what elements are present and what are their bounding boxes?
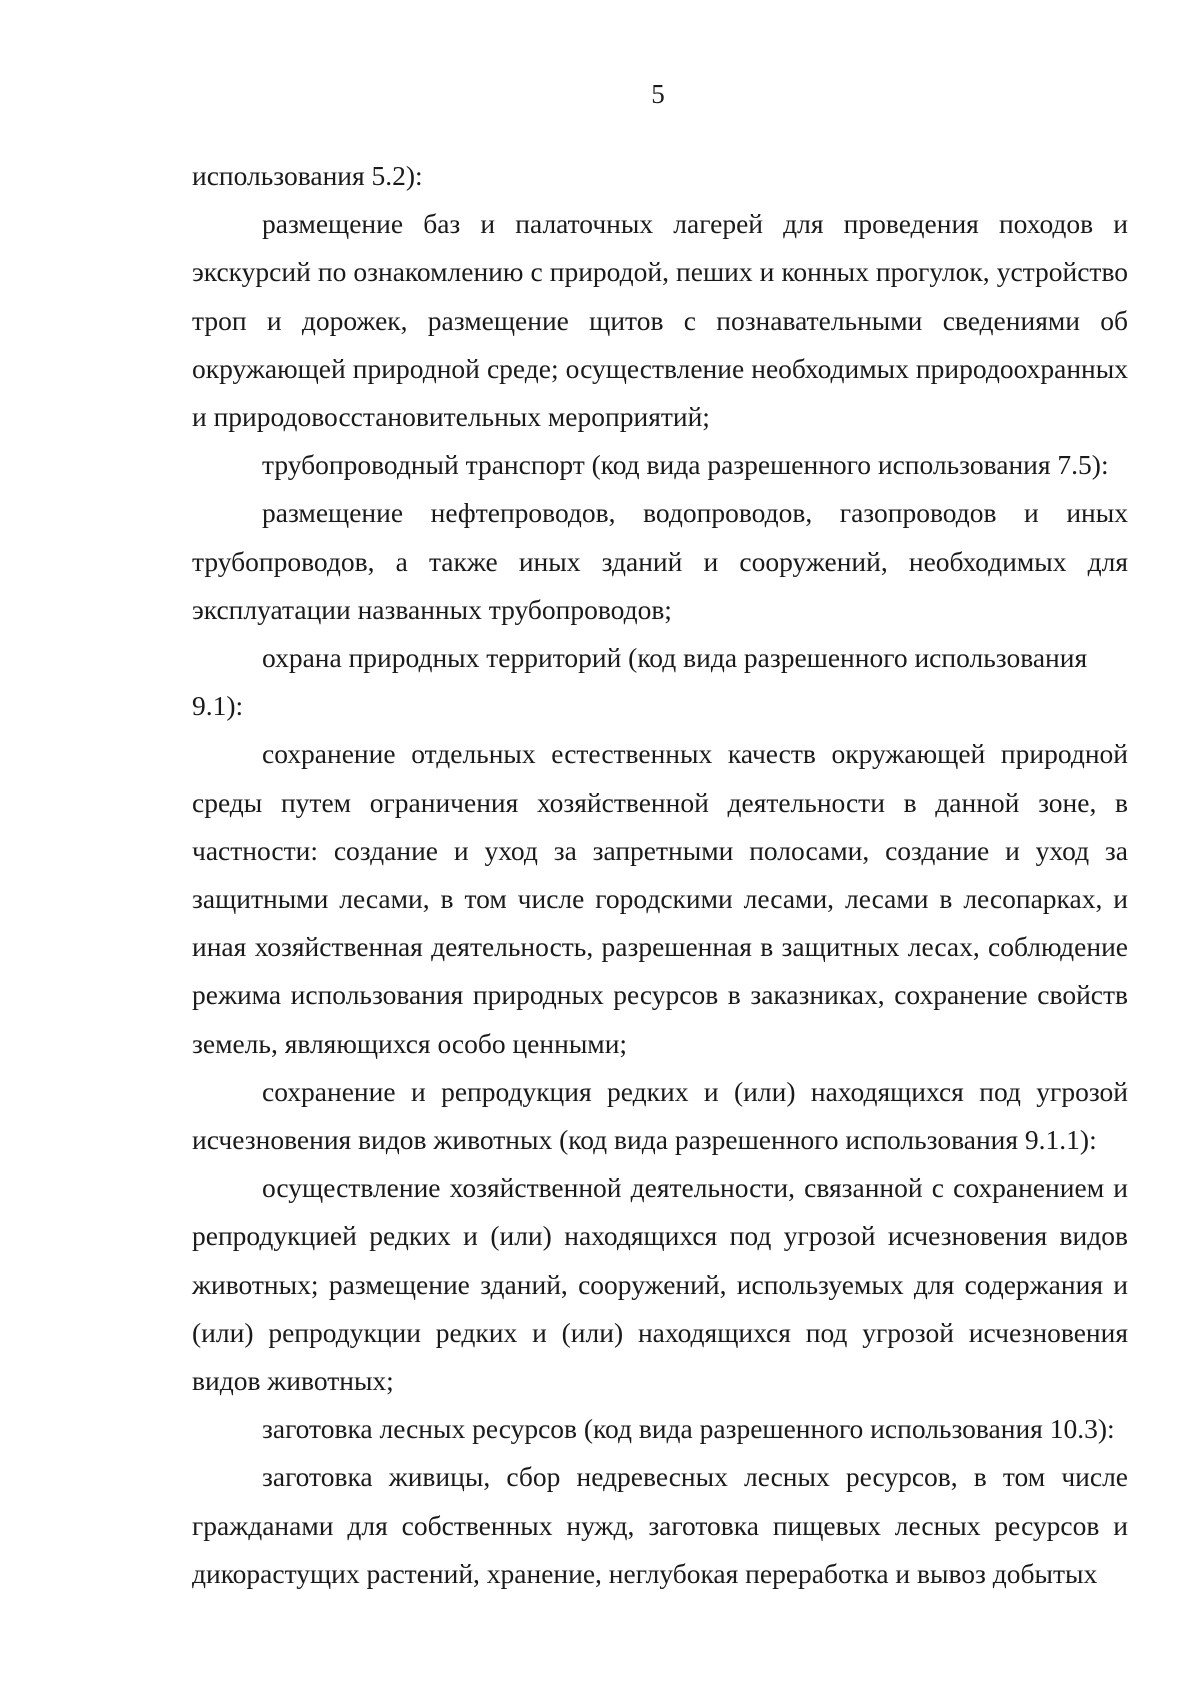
paragraph-nature-protection-description: сохранение отдельных естественных качеств окружающей природной среды путем ограничения хозяйственной деятельности в данной зоне, в частности: создание и уход за запретными полосами, создание и уход за защитными лесами, в том числе городскими лесами, лесами в лесопарках, и иная хозяйственная деятельность, разрешенная в защитных лесах, соблюдение режима использования природных ресурсов в заказниках, сохранение свойств земель, являющихся особо ценными; — [192, 738, 1128, 1059]
paragraph-continuation: использования 5.2): — [192, 160, 423, 191]
paragraph-pipeline-transport-heading: трубопроводный транспорт (код вида разрешенного использования 7.5): — [262, 449, 1109, 481]
page-number: 5 — [651, 79, 665, 109]
paragraph-species-conservation-description: осуществление хозяйственной деятельности, связанной с сохранением и репродукцией редких и (или) находящихся под угрозой исчезновения видов животных; размещение зданий, сооружений, используемых для содержания и (или) репродукции редких и (или) находящихся под угрозой исчезновения видов животных; — [192, 1172, 1128, 1397]
document-body — [192, 152, 1128, 1598]
paragraph-pipeline-transport-description: размещение нефтепроводов, водопроводов, газопроводов и иных трубопроводов, а также иных зданий и сооружений, необходимых для эксплуатации названных трубопроводов; — [192, 497, 1128, 625]
paragraph-forest-resources-heading: заготовка лесных ресурсов (код вида разрешенного использования 10.3): — [262, 1413, 1115, 1445]
paragraph-recreation-description: размещение баз и палаточных лагерей для проведения походов и экскурсий по ознакомлению с природой, пеших и конных прогулок, устройство троп и дорожек, размещение щитов с познавательными сведениями об окружающей природной среде; осуществление необходимых природоохранных и природовосстановительных мероприятий; — [192, 208, 1128, 433]
paragraph-nature-protection-heading: охрана природных территорий (код вида разрешенного использования 9.1): — [192, 642, 1088, 722]
paragraph-species-conservation-heading: сохранение и репродукция редких и (или) находящихся под угрозой исчезновения видов животных (код вида разрешенного использования 9.1.1): — [192, 1075, 1128, 1156]
paragraph-forest-resources-description: заготовка живицы, сбор недревесных лесных ресурсов, в том числе гражданами для собственных нужд, заготовка пищевых лесных ресурсов и дикорастущих растений, хранение, неглубокая переработка и вывоз добытых — [192, 1461, 1128, 1589]
